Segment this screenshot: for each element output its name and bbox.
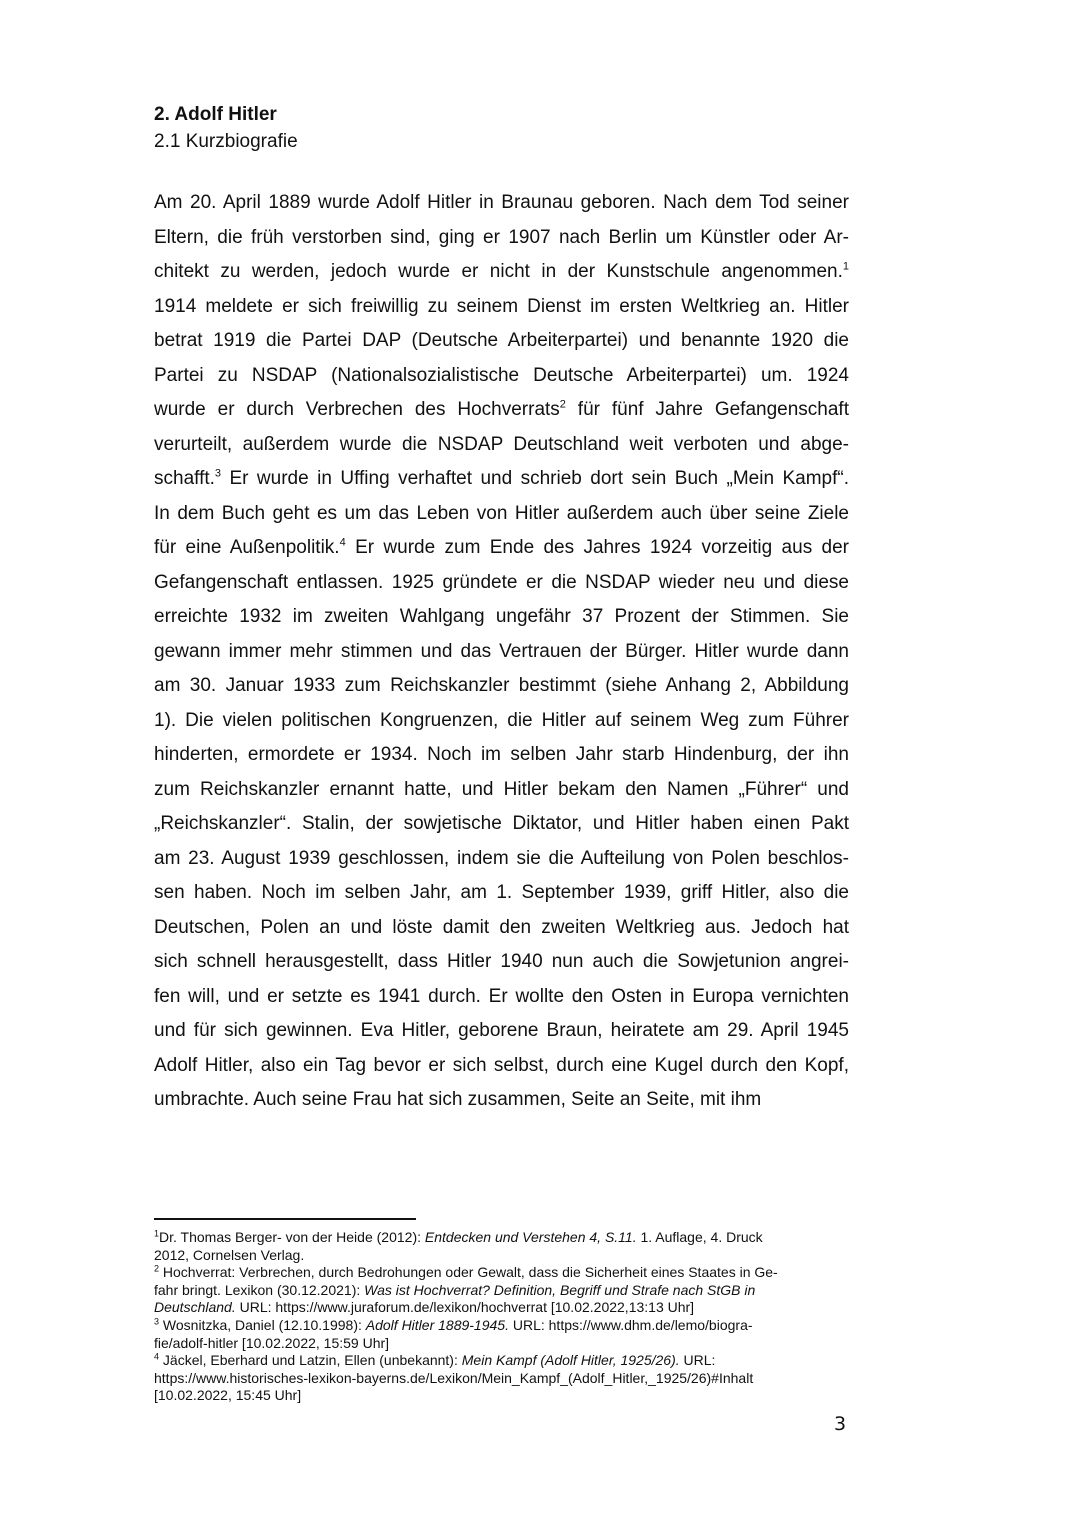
body-line-text: Er wurde in Uffing verhaftet und schrieb dort sein Buch „Mein Kampf“. bbox=[221, 468, 849, 489]
footnote-reference: 1 bbox=[842, 260, 849, 273]
body-line bbox=[154, 255, 849, 290]
body-line-text: sen haben. Noch im selben Jahr, am 1. September 1939, griff Hitler, also die bbox=[154, 882, 849, 903]
footnote-number: 2 bbox=[154, 1263, 160, 1274]
footnote-title: Mein Kampf (Adolf Hitler, 1925/26). bbox=[461, 1352, 680, 1369]
body-line-text: Partei zu NSDAP (Nationalsozialistische Deutsche Arbeiterpartei) um. 1924 bbox=[154, 364, 849, 386]
footnote-text: Dr. Thomas Berger- von der Heide (2012): bbox=[159, 1229, 425, 1245]
body-line-text: 1). Die vielen politischen Kongruenzen, die Hitler auf seinem Weg zum Führer bbox=[154, 709, 849, 731]
footnote-text: Jäckel, Eberhard und Latzin, Ellen (unbekannt): bbox=[159, 1352, 462, 1369]
footnote-line bbox=[154, 1282, 854, 1300]
body-line-text: Deutschen, Polen an und löste damit den zweiten Weltkrieg aus. Jedoch hat bbox=[154, 916, 849, 938]
body-line bbox=[154, 1083, 849, 1118]
footnote-title: Was ist Hochverrat? Definition, Begriff und Strafe nach StGB in bbox=[364, 1281, 756, 1298]
section-heading: 2. Adolf Hitler bbox=[154, 104, 277, 125]
footnote-text: URL: https://www.juraforum.de/lexikon/hochverrat [10.02.2022,13:13 Uhr] bbox=[235, 1299, 695, 1316]
footnote-line bbox=[154, 1387, 854, 1405]
footnote-line bbox=[154, 1317, 854, 1335]
footnote-title: Deutschland. bbox=[154, 1299, 236, 1316]
body-line bbox=[154, 807, 849, 842]
footnote-text: URL: https://www.dhm.de/lemo/biogra- bbox=[508, 1316, 753, 1333]
body-line-text: 1914 meldete er sich freiwillig zu seinem Dienst im ersten Weltkrieg an. Hitler bbox=[154, 295, 849, 317]
subsection-heading: 2.1 Kurzbiografie bbox=[154, 131, 298, 152]
body-line bbox=[154, 566, 849, 601]
body-line-text: betrat 1919 die Partei DAP (Deutsche Arbeiterpartei) und benannte 1920 die bbox=[154, 330, 849, 351]
body-line-text: für fünf Jahre Gefangenschaft bbox=[565, 399, 849, 420]
footnote-reference: 3 bbox=[214, 467, 222, 480]
footnote-reference: 2 bbox=[559, 398, 566, 411]
body-line-text: gewann immer mehr stimmen und das Vertrauen der Bürger. Hitler wurde dann bbox=[154, 640, 849, 662]
footnote-separator bbox=[154, 1218, 416, 1220]
body-line-text: hinderten, ermordete er 1934. Noch im selben Jahr starb Hindenburg, der ihn bbox=[154, 744, 849, 765]
footnote-text: [10.02.2022, 15:45 Uhr] bbox=[154, 1387, 302, 1404]
footnote-text: 2012, Cornelsen Verlag. bbox=[154, 1246, 305, 1263]
body-line bbox=[154, 635, 849, 670]
body-line bbox=[154, 359, 849, 394]
body-line bbox=[154, 393, 849, 428]
footnote-reference: 4 bbox=[339, 536, 346, 549]
body-line-text: erreichte 1932 im zweiten Wahlgang ungefähr 37 Prozent der Stimmen. Sie bbox=[154, 606, 849, 627]
footnote-line bbox=[154, 1299, 854, 1317]
body-line bbox=[154, 497, 849, 532]
footnote-number: 1 bbox=[154, 1228, 160, 1239]
body-line-text: fen will, und er setzte es 1941 durch. Er wollte den Osten in Europa vernichten bbox=[154, 985, 849, 1007]
footnote-title: Adolf Hitler 1889-1945. bbox=[365, 1316, 509, 1333]
body-line-text: „Reichskanzler“. Stalin, der sowjetische Diktator, und Hitler haben einen Pakt bbox=[154, 813, 849, 834]
body-line bbox=[154, 738, 849, 773]
body-line bbox=[154, 945, 849, 980]
body-line-text: Er wurde zum Ende des Jahres 1924 vorzeitig aus der bbox=[345, 537, 849, 558]
footnote-text: fahr bringt. Lexikon (30.12.2021): bbox=[154, 1281, 365, 1298]
body-line bbox=[154, 704, 849, 739]
footnote-text: fie/adolf-hitler [10.02.2022, 15:59 Uhr] bbox=[154, 1334, 390, 1351]
body-line bbox=[154, 600, 849, 635]
body-line-text: chitekt zu werden, jedoch wurde er nicht in der Kunstschule angenommen. bbox=[154, 261, 843, 282]
body-line-text: zum Reichskanzler ernannt hatte, und Hitler bekam den Namen „Führer“ und bbox=[154, 778, 849, 800]
body-line-text: In dem Buch geht es um das Leben von Hitler außerdem auch über seine Ziele bbox=[154, 502, 849, 524]
body-line bbox=[154, 462, 849, 497]
body-line bbox=[154, 1049, 849, 1084]
body-line-text: umbrachte. Auch seine Frau hat sich zusammen, Seite an Seite, mit ihm bbox=[154, 1089, 762, 1110]
footnote-line bbox=[154, 1370, 854, 1388]
footnote-line bbox=[154, 1352, 854, 1370]
body-line bbox=[154, 1014, 849, 1049]
body-line-text: sich schnell herausgestellt, dass Hitler 1940 nun auch die Sowjetunion angrei- bbox=[154, 951, 849, 972]
body-line-text: wurde er durch Verbrechen des Hochverrats bbox=[154, 399, 560, 420]
footnote-text: https://www.historisches-lexikon-bayerns.de/Lexikon/Mein_Kampf_(Adolf_Hitler,_1925/26)#Inhalt bbox=[154, 1369, 754, 1386]
body-line-text: für eine Außenpolitik. bbox=[154, 537, 340, 558]
footnote-line bbox=[154, 1264, 854, 1282]
body-line bbox=[154, 980, 849, 1015]
footnotes bbox=[154, 1229, 854, 1405]
body-line bbox=[154, 842, 849, 877]
footnote-title: Entdecken und Verstehen 4, S.11. bbox=[424, 1229, 637, 1245]
footnote-text: 1. Auflage, 4. Druck bbox=[636, 1229, 763, 1245]
body-line-text: Am 20. April 1889 wurde Adolf Hitler in Braunau geboren. Nach dem Tod seiner bbox=[154, 192, 849, 213]
body-line-text: verurteilt, außerdem wurde die NSDAP Deutschland weit verboten und abge- bbox=[154, 433, 849, 455]
body-line bbox=[154, 773, 849, 808]
body-line-text: Eltern, die früh verstorben sind, ging er 1907 nach Berlin um Künstler oder Ar- bbox=[154, 226, 849, 248]
footnote-number: 4 bbox=[154, 1351, 160, 1362]
footnote-line bbox=[154, 1229, 854, 1247]
body-line-text: Gefangenschaft entlassen. 1925 gründete er die NSDAP wieder neu und diese bbox=[154, 571, 849, 593]
body-line bbox=[154, 669, 849, 704]
body-line bbox=[154, 531, 849, 566]
body-line bbox=[154, 290, 849, 325]
body-line-text: am 30. Januar 1933 zum Reichskanzler bestimmt (siehe Anhang 2, Abbildung bbox=[154, 675, 849, 696]
body-line-text: schafft. bbox=[154, 468, 215, 489]
body-line bbox=[154, 186, 849, 221]
footnote-text: Wosnitzka, Daniel (12.10.1998): bbox=[159, 1316, 366, 1333]
body-line bbox=[154, 221, 849, 256]
footnote-text: Hochverrat: Verbrechen, durch Bedrohungen oder Gewalt, dass die Sicherheit eines Staates in Ge- bbox=[159, 1264, 778, 1281]
body-line bbox=[154, 911, 849, 946]
body-line-text: und für sich gewinnen. Eva Hitler, geborene Braun, heiratete am 29. April 1945 bbox=[154, 1020, 849, 1041]
body-line bbox=[154, 324, 849, 359]
body-line-text: Adolf Hitler, also ein Tag bevor er sich selbst, durch eine Kugel durch den Kopf, bbox=[154, 1054, 849, 1076]
body-line-text: am 23. August 1939 geschlossen, indem sie die Aufteilung von Polen beschlos- bbox=[154, 847, 849, 869]
footnote-text: URL: bbox=[679, 1352, 716, 1369]
footnote-number: 3 bbox=[154, 1316, 160, 1327]
body-line bbox=[154, 876, 849, 911]
footnote-line bbox=[154, 1335, 854, 1353]
body-line bbox=[154, 428, 849, 463]
page-number: 3 bbox=[834, 1413, 847, 1435]
footnote-line bbox=[154, 1247, 854, 1265]
body-paragraph bbox=[154, 186, 849, 1118]
